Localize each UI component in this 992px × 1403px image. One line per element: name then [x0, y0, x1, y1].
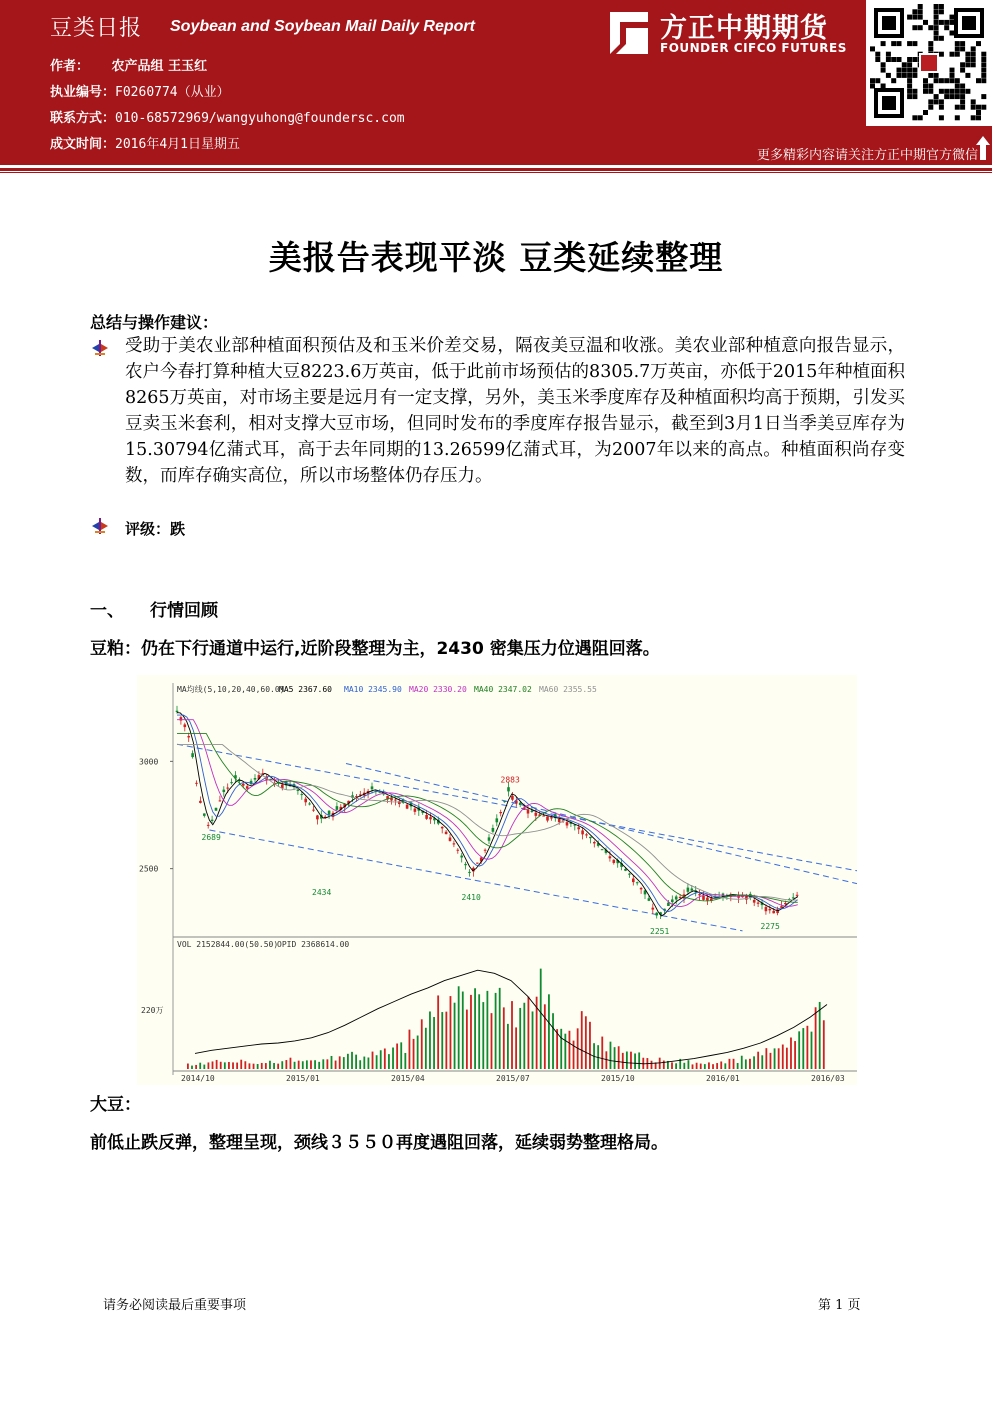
volume-bar	[335, 1061, 337, 1069]
volume-tick-label: 220万	[141, 1006, 164, 1015]
candle-body	[702, 896, 705, 900]
candle-body	[757, 903, 760, 904]
volume-bar	[458, 986, 460, 1069]
wechat-follow-note: 更多精彩内容请关注方正中期官方微信	[756, 148, 978, 163]
candle-body	[464, 864, 467, 865]
volume-bar	[806, 1026, 808, 1069]
volume-bar	[322, 1059, 324, 1069]
candle-body	[242, 784, 245, 786]
volume-bar	[786, 1048, 788, 1069]
candle-body	[230, 782, 233, 783]
volume-bar	[392, 1047, 394, 1069]
volume-bar	[216, 1060, 218, 1069]
volume-bar	[823, 1020, 825, 1069]
candle-body	[281, 785, 284, 788]
volume-bar	[495, 993, 497, 1069]
price-annotation: 2410	[461, 892, 481, 902]
license-row	[50, 81, 230, 100]
volume-bar	[700, 1064, 702, 1069]
volume-bar	[466, 1010, 468, 1069]
volume-bar	[269, 1061, 271, 1069]
volume-bar	[622, 1053, 624, 1069]
candle-body	[589, 837, 592, 838]
contact-label: 联系方式：	[50, 111, 116, 126]
ma-legend-label: MA10 2345.90	[344, 685, 402, 694]
open-interest-label: OPID 2368614.00	[277, 940, 350, 949]
volume-bar	[675, 1063, 677, 1069]
volume-bar	[421, 1019, 423, 1069]
candle-body	[304, 799, 307, 803]
volume-bar	[351, 1052, 353, 1069]
candle-body	[301, 794, 304, 795]
ma-legend-label: MA40 2347.02	[474, 685, 532, 694]
volume-bar	[306, 1060, 308, 1069]
volume-bar	[482, 1002, 484, 1069]
volume-bar	[601, 1037, 603, 1069]
candle-body	[652, 908, 655, 910]
price-annotation: 2434	[312, 887, 332, 897]
volume-bar	[548, 994, 550, 1069]
volume-bar	[199, 1063, 201, 1069]
volume-bar	[523, 1003, 525, 1069]
volume-bar	[638, 1052, 640, 1069]
volume-bar	[737, 1063, 739, 1069]
volume-bar	[519, 1008, 521, 1069]
volume-bar	[314, 1060, 316, 1069]
volume-bar	[191, 1066, 193, 1069]
candle-body	[184, 724, 187, 727]
volume-bar	[261, 1063, 263, 1069]
candle-body	[675, 896, 678, 899]
x-tick-label: 2014/10	[181, 1074, 215, 1083]
pushpin-icon	[92, 518, 108, 534]
volume-bar	[339, 1056, 341, 1069]
candle-body	[566, 822, 569, 825]
volume-bar	[413, 1039, 415, 1069]
volume-bar	[302, 1061, 304, 1069]
volume-bar	[683, 1063, 685, 1069]
ma-legend-label: MA5 2367.60	[279, 685, 332, 694]
volume-bar	[265, 1063, 267, 1069]
volume-bar	[774, 1048, 776, 1069]
candle-body	[203, 813, 206, 815]
volume-bar	[380, 1050, 382, 1069]
volume-bar	[450, 996, 452, 1069]
candle-body	[527, 809, 530, 813]
volume-bar	[478, 994, 480, 1069]
volume-bar	[741, 1056, 743, 1069]
candle-body	[394, 800, 397, 801]
candle-body	[609, 856, 612, 858]
volume-bar	[585, 1016, 587, 1069]
candle-body	[511, 796, 514, 800]
candle-body	[550, 817, 553, 818]
volume-bar	[228, 1062, 230, 1069]
candle-body	[468, 872, 471, 873]
volume-bar	[798, 1031, 800, 1069]
candle-body	[503, 801, 506, 802]
candle-body	[484, 850, 487, 851]
company-name-cn: 方正中期期货	[660, 13, 828, 44]
candle-body	[476, 863, 479, 864]
volume-bar	[376, 1055, 378, 1069]
report-name: 豆类日报	[50, 16, 143, 41]
volume-bar	[224, 1062, 226, 1069]
volume-bar	[532, 1011, 534, 1069]
candle-body	[195, 783, 198, 784]
candle-body	[215, 808, 218, 811]
volume-bar	[363, 1057, 365, 1069]
volume-bar	[372, 1052, 374, 1069]
candle-body	[507, 787, 510, 791]
contact-value: 010-68572969/wangyuhong@foundersc.com	[115, 111, 405, 126]
volume-bar	[511, 1001, 513, 1069]
candle-body	[640, 888, 643, 889]
volume-bar	[208, 1062, 210, 1069]
volume-bar	[404, 1053, 406, 1069]
volume-bar	[692, 1064, 694, 1069]
candle-body	[492, 828, 495, 832]
volume-bar	[326, 1059, 328, 1069]
volume-bar	[310, 1060, 312, 1069]
volume-bar	[552, 1013, 554, 1069]
volume-bar	[819, 1002, 821, 1069]
candle-body	[219, 800, 222, 801]
ma-legend-label: MA20 2330.20	[409, 685, 467, 694]
volume-bar	[240, 1060, 242, 1069]
candle-body	[655, 913, 658, 916]
volume-bar	[425, 1028, 427, 1069]
volume-bar	[528, 997, 530, 1069]
volume-bar	[811, 1032, 813, 1069]
volume-bar	[433, 1017, 435, 1069]
volume-bar	[491, 1013, 493, 1069]
volume-bar	[318, 1062, 320, 1069]
header-rule-thin	[0, 172, 992, 173]
soybean-heading: 大豆：	[90, 1095, 141, 1115]
volume-bar	[212, 1061, 214, 1069]
candle-body	[585, 834, 588, 835]
candle-body	[406, 805, 409, 809]
volume-bar	[187, 1064, 189, 1069]
volume-bar	[626, 1051, 628, 1069]
x-tick-label: 2016/01	[706, 1074, 740, 1083]
volume-bar	[761, 1055, 763, 1069]
volume-bar	[794, 1041, 796, 1069]
x-tick-label: 2015/04	[391, 1074, 425, 1083]
candle-body	[780, 906, 783, 908]
candle-body	[191, 753, 194, 757]
candle-body	[613, 860, 616, 863]
candle-body	[636, 882, 639, 883]
volume-bar	[474, 988, 476, 1069]
candle-body	[429, 817, 432, 819]
candle-body	[425, 815, 428, 819]
volume-bar	[236, 1063, 238, 1069]
volume-bar	[503, 1007, 505, 1069]
header-rule-thick	[0, 168, 992, 171]
candle-body	[577, 827, 580, 829]
volume-bar	[733, 1059, 735, 1069]
volume-bar	[462, 992, 464, 1069]
author-label: 作者：	[50, 59, 90, 74]
volume-bar	[556, 1029, 558, 1069]
volume-bar	[749, 1059, 751, 1069]
candle-body	[312, 810, 315, 811]
candle-body	[371, 786, 374, 789]
volume-bar	[770, 1053, 772, 1069]
candle-body	[581, 830, 584, 834]
candle-body	[558, 819, 561, 822]
contact-row	[50, 107, 405, 126]
volume-bar	[712, 1064, 714, 1069]
volume-bar	[720, 1061, 722, 1069]
candle-body	[687, 888, 690, 892]
summary-paragraph: 受助于美农业部种植面积预估及和玉米价差交易，隔夜美豆温和收涨。美农业部种植意向报告显示，农户今春打算种植大豆8223.6万英亩，低于此前市场预估的8305.7万英亩，亦低于2015年种植面积8265万英亩，对市场主要是远月有一定支撑，另外，美玉米季度库存及种植面积均高于预期，引发买豆卖玉米套利，相对支撑大豆市场，但同时发布的季度库存报告显示，截至到3月1日当季美豆库存为15.30794亿蒲式耳，高于去年同期的13.26599亿蒲式耳，为2007年以来的高点。种植面积尚存变数，而库存确实高位，所以市场整体仍存压力。	[125, 336, 905, 486]
candle-body	[449, 838, 452, 841]
candle-body	[223, 790, 226, 792]
author-value: 农产品组 王玉红	[111, 59, 208, 74]
volume-bar	[663, 1061, 665, 1069]
volume-bar	[614, 1047, 616, 1069]
soybean-review: 前低止跌反弹，整理呈现，颈线３５５０再度遇阻回落，延续弱势整理格局。	[90, 1133, 668, 1153]
candle-body	[632, 879, 635, 883]
candle-body	[698, 894, 701, 895]
candle-body	[176, 711, 179, 712]
volume-bar	[515, 1027, 517, 1069]
volume-bar	[745, 1059, 747, 1069]
x-tick-label: 2016/03	[811, 1074, 845, 1083]
volume-bar	[507, 1024, 509, 1069]
volume-bar	[445, 1012, 447, 1069]
volume-bar	[409, 1030, 411, 1069]
volume-bar	[429, 1011, 431, 1069]
candle-body	[211, 820, 214, 821]
volume-bar	[347, 1054, 349, 1069]
candle-body	[792, 897, 795, 898]
candle-body	[254, 778, 257, 780]
candle-body	[765, 907, 768, 911]
volume-bar	[765, 1048, 767, 1069]
volume-bar	[499, 988, 501, 1069]
license-value: F0260774（从业）	[115, 85, 230, 100]
volume-bar	[400, 1042, 402, 1069]
volume-bar	[708, 1062, 710, 1069]
price-annotation: 2275	[760, 921, 780, 931]
candle-body	[207, 825, 210, 826]
candle-body	[453, 843, 456, 844]
section-number: 一、	[90, 601, 124, 621]
volume-bar	[355, 1055, 357, 1069]
footer-disclaimer-note: 请务必阅读最后重要事项	[103, 1298, 247, 1313]
volume-bar	[368, 1057, 370, 1069]
volume-bar	[331, 1056, 333, 1069]
volume-bar	[437, 995, 439, 1069]
page-title: 美报告表现平淡 豆类延续整理	[268, 238, 724, 277]
candle-body	[445, 832, 448, 834]
candle-body	[691, 888, 694, 890]
candle-body	[546, 816, 549, 820]
candle-body	[535, 813, 538, 816]
volume-bar	[544, 1004, 546, 1069]
candle-body	[753, 900, 756, 903]
candle-body	[671, 899, 674, 902]
volume-bar	[249, 1063, 251, 1069]
volume-bar	[470, 995, 472, 1069]
candle-body	[667, 903, 670, 906]
volume-bar	[486, 991, 488, 1069]
x-tick-label: 2015/10	[601, 1074, 635, 1083]
volume-bar	[454, 1003, 456, 1069]
candle-body	[496, 818, 499, 822]
candle-body	[601, 849, 604, 850]
volume-bar	[815, 1007, 817, 1069]
volume-bar	[688, 1060, 690, 1069]
candle-body	[593, 842, 596, 843]
candle-body	[226, 788, 229, 789]
volume-bar	[244, 1061, 246, 1069]
soymeal-review: 豆粕：仍在下行通道中运行,近阶段整理为主，2430 密集压力位遇阻回落。	[90, 639, 660, 659]
summary-heading: 总结与操作建议：	[90, 313, 219, 332]
volume-bar	[610, 1042, 612, 1069]
company-logo-icon	[604, 10, 650, 56]
volume-bar	[343, 1057, 345, 1069]
candle-body	[488, 837, 491, 840]
candle-body	[328, 811, 331, 815]
soymeal-price-chart	[137, 675, 857, 1085]
volume-bar	[281, 1061, 283, 1069]
candle-body	[679, 897, 682, 898]
candle-body	[769, 909, 772, 910]
price-annotation: 2689	[201, 833, 221, 843]
volume-bar	[589, 1022, 591, 1069]
ma-series-label: MA均线(5,10,20,40,60.0)	[177, 685, 285, 694]
candle-body	[199, 801, 202, 803]
report-english-name: Soybean and Soybean Mail Daily Report	[170, 18, 475, 35]
volume-bar	[802, 1028, 804, 1069]
candle-body	[706, 898, 709, 901]
volume-label: VOL 2152844.00(50.50)	[177, 940, 279, 949]
candle-body	[460, 856, 463, 858]
candle-body	[772, 911, 775, 913]
volume-bar	[298, 1061, 300, 1069]
volume-bar	[581, 1011, 583, 1069]
volume-bar	[671, 1062, 673, 1069]
volume-bar	[782, 1045, 784, 1069]
candle-body	[796, 895, 799, 896]
page-number: 第 1 页	[818, 1298, 861, 1313]
date-row	[50, 133, 240, 152]
volume-bar	[618, 1046, 620, 1069]
volume-bar	[564, 1034, 566, 1069]
candle-body	[441, 827, 444, 829]
volume-bar	[704, 1064, 706, 1069]
volume-bar	[388, 1054, 390, 1069]
candle-body	[624, 869, 627, 871]
volume-bar	[285, 1060, 287, 1069]
candle-body	[316, 815, 319, 819]
volume-bar	[634, 1053, 636, 1069]
license-label: 执业编号：	[50, 85, 116, 100]
candle-body	[457, 850, 460, 851]
volume-bar	[384, 1049, 386, 1069]
volume-bar	[757, 1052, 759, 1069]
volume-bar	[651, 1061, 653, 1069]
volume-bar	[195, 1065, 197, 1069]
volume-bar	[724, 1063, 726, 1069]
volume-bar	[417, 1036, 419, 1069]
date-label: 成文时间：	[50, 137, 116, 152]
volume-bar	[790, 1038, 792, 1069]
x-tick-label: 2015/07	[496, 1074, 530, 1083]
volume-bar	[396, 1044, 398, 1069]
volume-bar	[257, 1064, 259, 1069]
candle-body	[246, 786, 249, 788]
candle-body	[628, 874, 631, 875]
volume-bar	[569, 1031, 571, 1069]
volume-bar	[359, 1060, 361, 1069]
date-value: 2016年4月1日星期五	[115, 137, 240, 152]
candle-body	[784, 903, 787, 904]
volume-bar	[540, 969, 542, 1069]
candle-body	[414, 809, 417, 812]
candle-body	[542, 816, 545, 817]
qr-code-icon	[866, 0, 992, 126]
y-tick-label: 3000	[139, 757, 159, 767]
section-title: 行情回顾	[150, 601, 218, 621]
company-name-en: FOUNDER CIFCO FUTURES	[660, 41, 847, 55]
volume-bar	[778, 1048, 780, 1069]
volume-bar	[232, 1062, 234, 1069]
candle-body	[519, 803, 522, 805]
volume-bar	[630, 1052, 632, 1069]
candle-body	[308, 803, 311, 804]
price-annotation: 2883	[500, 775, 520, 785]
volume-bar	[220, 1062, 222, 1069]
volume-bar	[441, 1012, 443, 1069]
volume-bar	[277, 1064, 279, 1069]
arrow-up-icon	[976, 136, 990, 160]
volume-bar	[273, 1063, 275, 1069]
volume-bar	[253, 1064, 255, 1069]
candle-body	[187, 736, 190, 737]
volume-bar	[716, 1063, 718, 1069]
volume-bar	[696, 1063, 698, 1069]
candle-body	[297, 790, 300, 791]
candle-body	[648, 898, 651, 901]
pushpin-icon	[92, 340, 108, 356]
candle-body	[531, 811, 534, 812]
volume-bar	[729, 1059, 731, 1069]
ma-legend-label: MA60 2355.55	[539, 685, 597, 694]
volume-bar	[294, 1062, 296, 1069]
x-tick-label: 2015/01	[286, 1074, 320, 1083]
candle-body	[336, 806, 339, 810]
y-tick-label: 2500	[139, 864, 159, 874]
volume-bar	[560, 1029, 562, 1069]
volume-bar	[290, 1058, 292, 1069]
candle-body	[499, 812, 502, 813]
author-row	[50, 55, 207, 74]
rating: 评级：跌	[125, 520, 186, 538]
volume-bar	[753, 1056, 755, 1069]
volume-bar	[203, 1065, 205, 1069]
price-annotation: 2251	[650, 927, 670, 937]
